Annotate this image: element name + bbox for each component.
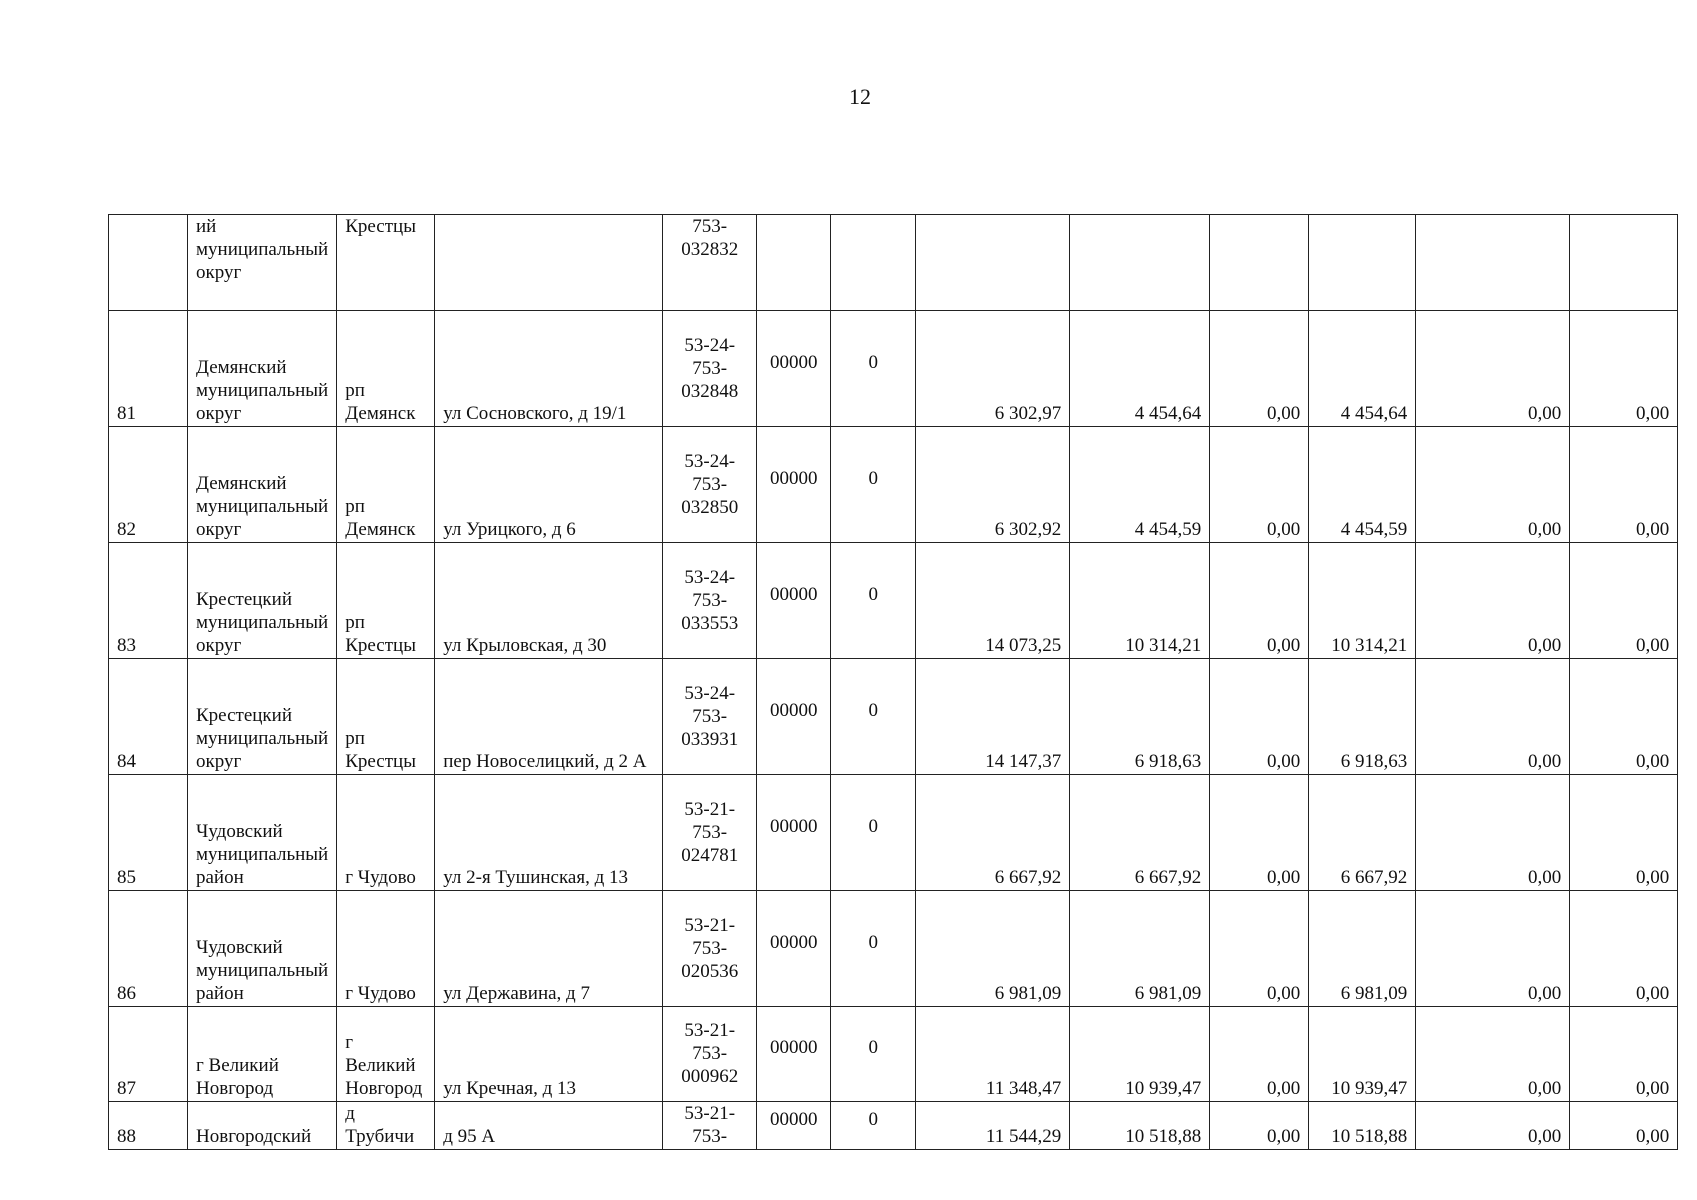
code-suffix-cell [757,543,831,659]
code-line: 033553 [681,612,739,634]
amount-cell-3 [1210,215,1309,311]
table-row [109,659,1678,775]
code-line: 032850 [681,496,739,518]
table-row [109,215,1678,311]
amount-cell-6: 0,00 [1570,1007,1678,1102]
amount-cell-2: 10 518,88 [1070,1102,1210,1150]
code-suffix-cell [757,891,831,1007]
address-cell: ул Державина, д 7 [435,891,663,1007]
amount-cell-3: 0,00 [1210,659,1309,775]
amount-cell-6: 0,00 [1570,543,1678,659]
table-row [109,543,1678,659]
code-line: 753- [692,937,728,959]
locality-cell: г Чудово [337,891,435,1007]
code-suffix-value: 00000 [769,467,818,489]
amount-cell-5 [1416,215,1570,311]
oktmo-code-cell [663,1102,757,1150]
address-cell [435,215,663,311]
municipality-cell: ий муниципальный округ [188,215,337,311]
flag-cell [831,891,916,1007]
code-suffix-value: 00000 [769,1108,818,1130]
flag-cell [831,543,916,659]
locality-cell: рп Демянск [337,427,435,543]
amount-cell-5: 0,00 [1416,1007,1570,1102]
amount-cell-5: 0,00 [1416,659,1570,775]
municipality-cell: Демянский муниципальный округ [188,311,337,427]
code-line: 753- [692,1043,728,1064]
oktmo-code-cell [663,427,757,543]
amount-cell-4 [1309,215,1416,311]
amount-cell-1: 11 544,29 [916,1102,1070,1150]
code-line: 020536 [681,960,739,982]
address-cell: ул 2-я Тушинская, д 13 [435,775,663,891]
amount-cell-6 [1570,215,1678,311]
amount-cell-1: 14 147,37 [916,659,1070,775]
amount-cell-4: 10 314,21 [1309,543,1416,659]
table-row [109,311,1678,427]
municipality-cell: Новгородский [188,1102,337,1150]
code-line: 53-24- [684,334,736,356]
amount-cell-4: 6 981,09 [1309,891,1416,1007]
amount-cell-4: 10 939,47 [1309,1007,1416,1102]
table-row [109,1007,1678,1102]
amount-cell-4: 6 667,92 [1309,775,1416,891]
amount-cell-4: 6 918,63 [1309,659,1416,775]
row-number: 86 [109,891,188,1007]
table-row [109,891,1678,1007]
oktmo-code-cell [663,215,757,311]
amount-cell-5: 0,00 [1416,775,1570,891]
oktmo-code-cell [663,891,757,1007]
code-line: 53-21- [684,1020,736,1041]
code-suffix-cell [757,1102,831,1150]
amount-cell-6: 0,00 [1570,1102,1678,1150]
municipality-cell: Крестецкий муниципальный округ [188,659,337,775]
flag-cell [831,427,916,543]
locality-cell: г Чудово [337,775,435,891]
code-line: 53-21- [684,1103,736,1124]
oktmo-code-cell [663,311,757,427]
flag-value: 0 [868,699,878,721]
amount-cell-3: 0,00 [1210,543,1309,659]
amount-cell-2: 6 918,63 [1070,659,1210,775]
amount-cell-3: 0,00 [1210,1007,1309,1102]
flag-value: 0 [868,1108,878,1130]
code-line: 753- [692,705,728,727]
oktmo-code-cell [663,659,757,775]
locality-cell: Крестцы [337,215,435,311]
amount-cell-2: 10 314,21 [1070,543,1210,659]
amount-cell-3: 0,00 [1210,427,1309,543]
amount-cell-5: 0,00 [1416,543,1570,659]
locality-cell: рп Крестцы [337,543,435,659]
row-number [109,215,188,311]
code-line: 000962 [681,1066,739,1087]
address-cell: ул Сосновского, д 19/1 [435,311,663,427]
amount-cell-3: 0,00 [1210,311,1309,427]
data-table [108,214,1678,1150]
address-cell: ул Крыловская, д 30 [435,543,663,659]
locality-cell: рп Крестцы [337,659,435,775]
table-row [109,1102,1678,1150]
code-suffix-value: 00000 [769,931,818,953]
code-suffix-value: 00000 [769,583,818,605]
oktmo-code-cell [663,543,757,659]
code-line: 753- [692,216,728,237]
amount-cell-1: 14 073,25 [916,543,1070,659]
flag-value: 0 [868,351,878,373]
flag-cell [831,215,916,311]
amount-cell-2: 4 454,59 [1070,427,1210,543]
flag-value: 0 [868,583,878,605]
amount-cell-4: 10 518,88 [1309,1102,1416,1150]
address-cell: ул Урицкого, д 6 [435,427,663,543]
code-line: 53-24- [684,682,736,704]
row-number: 81 [109,311,188,427]
flag-cell [831,1007,916,1102]
table-row [109,775,1678,891]
address-cell: д 95 А [435,1102,663,1150]
flag-value: 0 [868,467,878,489]
code-line: 753- [692,473,728,495]
amount-cell-3: 0,00 [1210,891,1309,1007]
code-suffix-value: 00000 [769,699,818,721]
flag-value: 0 [868,1037,878,1058]
locality-cell: д Трубичи [337,1102,435,1150]
amount-cell-6: 0,00 [1570,659,1678,775]
municipality-cell: Чудовский муниципальный район [188,775,337,891]
amount-cell-6: 0,00 [1570,427,1678,543]
code-line: 753- [692,1126,728,1147]
municipality-cell: Демянский муниципальный округ [188,427,337,543]
code-line: 53-21- [684,798,736,820]
amount-cell-6: 0,00 [1570,775,1678,891]
code-suffix-cell [757,775,831,891]
row-number: 85 [109,775,188,891]
code-suffix-cell [757,427,831,543]
amount-cell-2: 10 939,47 [1070,1007,1210,1102]
amount-cell-1: 11 348,47 [916,1007,1070,1102]
row-number: 88 [109,1102,188,1150]
code-line: 024781 [681,844,739,866]
oktmo-code-cell [663,1007,757,1102]
code-line: 753- [692,821,728,843]
row-number: 84 [109,659,188,775]
code-line: 032832 [681,239,739,260]
flag-cell [831,775,916,891]
code-line: 032848 [681,380,739,402]
amount-cell-1: 6 667,92 [916,775,1070,891]
flag-value: 0 [868,815,878,837]
amount-cell-3: 0,00 [1210,1102,1309,1150]
amount-cell-2 [1070,215,1210,311]
code-suffix-cell [757,215,831,311]
code-line: 033931 [681,728,739,750]
amount-cell-2: 4 454,64 [1070,311,1210,427]
amount-cell-3: 0,00 [1210,775,1309,891]
row-number: 83 [109,543,188,659]
table-body [109,215,1678,1150]
municipality-cell: Чудовский муниципальный район [188,891,337,1007]
table-row [109,427,1678,543]
code-suffix-cell [757,311,831,427]
oktmo-code-cell [663,775,757,891]
code-line: 53-24- [684,450,736,472]
amount-cell-1 [916,215,1070,311]
code-suffix-value: 00000 [769,351,818,373]
amount-cell-6: 0,00 [1570,891,1678,1007]
code-suffix-cell [757,659,831,775]
amount-cell-5: 0,00 [1416,427,1570,543]
amount-cell-6: 0,00 [1570,311,1678,427]
amount-cell-5: 0,00 [1416,891,1570,1007]
code-line: 53-21- [684,914,736,936]
row-number: 87 [109,1007,188,1102]
row-number: 82 [109,427,188,543]
flag-value: 0 [868,931,878,953]
code-suffix-cell [757,1007,831,1102]
amount-cell-5: 0,00 [1416,1102,1570,1150]
amount-cell-1: 6 302,92 [916,427,1070,543]
municipality-cell: Крестецкий муниципальный округ [188,543,337,659]
code-line: 53-24- [684,566,736,588]
code-line: 753- [692,357,728,379]
amount-cell-2: 6 981,09 [1070,891,1210,1007]
amount-cell-5: 0,00 [1416,311,1570,427]
flag-cell [831,659,916,775]
amount-cell-1: 6 981,09 [916,891,1070,1007]
amount-cell-2: 6 667,92 [1070,775,1210,891]
amount-cell-4: 4 454,59 [1309,427,1416,543]
address-cell: пер Новоселицкий, д 2 А [435,659,663,775]
page-number: 12 [849,84,871,109]
amount-cell-4: 4 454,64 [1309,311,1416,427]
locality-cell: г Великий Новгород [337,1007,435,1102]
flag-cell [831,1102,916,1150]
code-line: 753- [692,589,728,611]
code-suffix-value: 00000 [769,1037,818,1058]
flag-cell [831,311,916,427]
locality-cell: рп Демянск [337,311,435,427]
amount-cell-1: 6 302,97 [916,311,1070,427]
address-cell: ул Кречная, д 13 [435,1007,663,1102]
municipality-cell: г Великий Новгород [188,1007,337,1102]
code-suffix-value: 00000 [769,815,818,837]
